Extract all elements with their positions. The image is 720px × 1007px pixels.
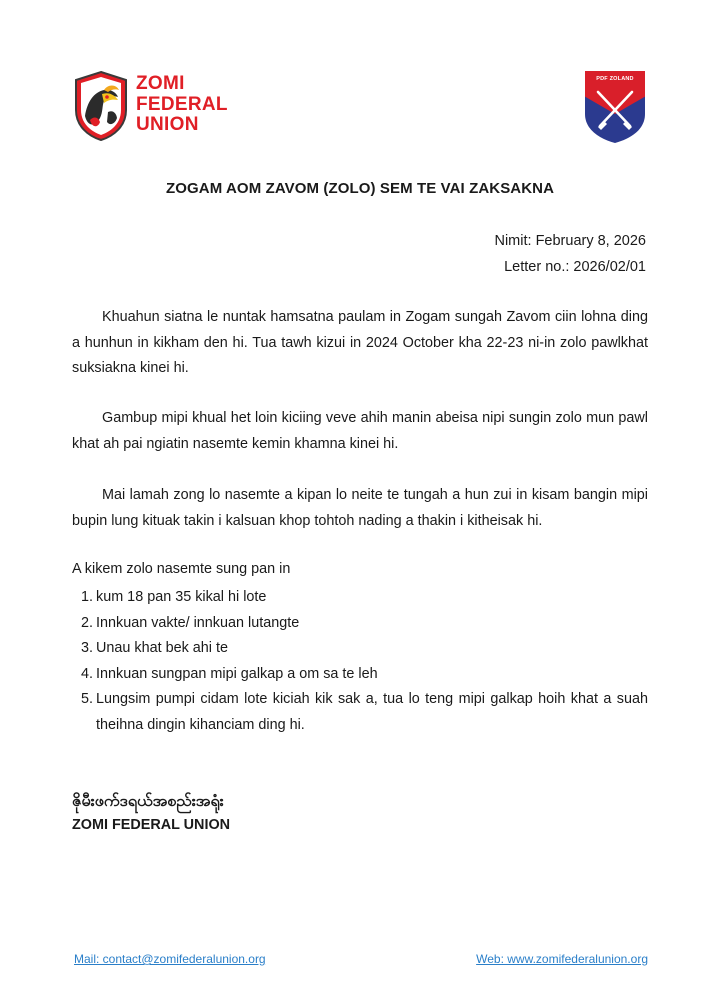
list-number: 1. (81, 589, 94, 605)
list-number: 2. (81, 614, 94, 631)
document-title: ZOGAM AOM ZAVOM (ZOLO) SEM TE VAI ZAKSAKNA (165, 180, 555, 197)
zomi-federal-union-logo (72, 70, 242, 142)
pdf-zoland-logo (584, 70, 646, 144)
list-item-text: Innkuan sungpan mipi galkap a om sa te leh (96, 665, 378, 682)
list-item-text: kum 18 pan 35 kikal hi lote (96, 589, 267, 605)
letter-date: Nimit: February 8, 2026 (494, 233, 646, 249)
body-paragraph: Mai lamah zong lo nasemte a kipan lo neite te tungah a hun zui in kisam bangin mipi bupin lung kituak takin i kalsuan khop tohtoh nading a thakin i kitheisak hi. (72, 487, 648, 529)
list-item (72, 611, 648, 637)
list-item (72, 662, 648, 688)
pdf-logo-text: PDF ZOLAND (596, 76, 634, 82)
criteria-list (72, 585, 648, 738)
hornbill-emblem-icon (72, 70, 130, 142)
list-item (72, 636, 648, 662)
list-item-text: Lungsim pumpi cidam lote kiciah kik sak a, tua lo teng mipi galkap hoih khat a suah theihna dingin kihanciam ding hi. (96, 691, 648, 733)
logo-text-line: ZOMI (136, 73, 185, 94)
signature-myanmar-name: ဇိုမီးဖက်ဒရယ်အစည်းအရုံး (72, 793, 224, 810)
footer-web-link[interactable]: Web: www.zomifederalunion.org (476, 952, 648, 966)
list-item (72, 585, 648, 611)
letter-number: Letter no.: 2026/02/01 (504, 259, 646, 275)
signature-org-name: ZOMI FEDERAL UNION (72, 817, 231, 833)
list-number: 5. (81, 691, 94, 707)
list-item-text: Innkuan vakte/ innkuan lutangte (96, 614, 300, 631)
logo-text-line: FEDERAL (136, 93, 228, 115)
body-paragraph: Gambup mipi khual het loin kiciing veve ahih manin abeisa nipi sungin zolo mun pawl khat ah pai ngiatin nasemte kemin khamna kinei hi. (72, 410, 648, 452)
logo-text-line: UNION (136, 114, 199, 135)
list-item (72, 687, 648, 738)
list-item-text: Unau khat bek ahi te (96, 640, 229, 656)
list-number: 4. (81, 665, 94, 682)
body-paragraph: Khuahun siatna le nuntak hamsatna paulam in Zogam sungah Zavom ciin lohna ding a hunhun in kikham den hi. Tua tawh kizui in 2024 October kha 22-23 ni-in zolo pawlkhat suksiakna kinei hi. (72, 309, 648, 376)
criteria-intro: A kikem zolo nasemte sung pan in (72, 561, 291, 577)
footer-mail-link[interactable]: Mail: contact@zomifederalunion.org (74, 952, 266, 966)
list-number: 3. (81, 640, 94, 656)
